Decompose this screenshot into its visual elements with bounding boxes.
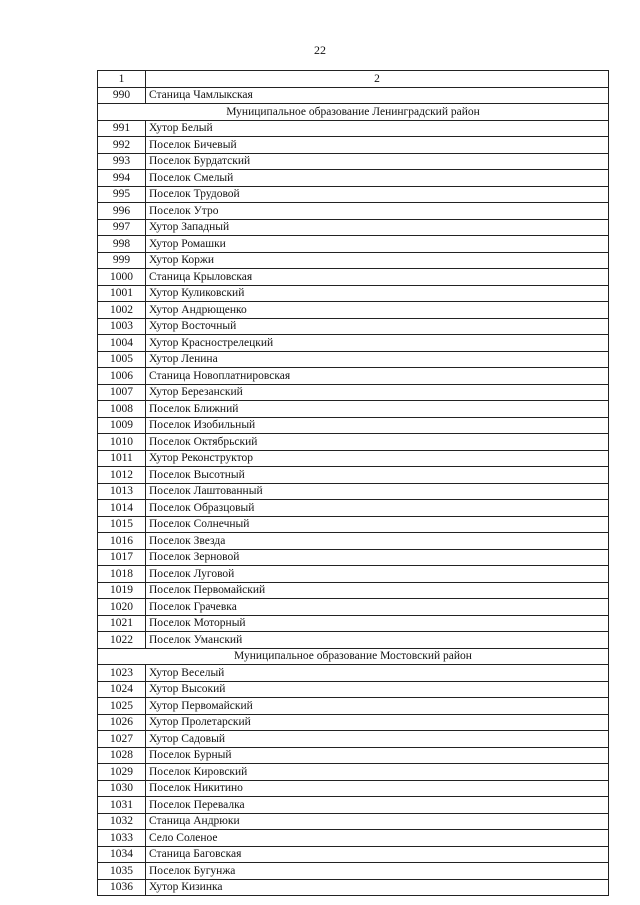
row-number: 996: [98, 203, 146, 220]
settlement-name: Поселок Высотный: [146, 467, 609, 484]
table-row: [98, 681, 609, 698]
table-header-row: [98, 71, 609, 88]
table-row: [98, 417, 609, 434]
table-row: [98, 318, 609, 335]
settlement-name: Хутор Реконструктор: [146, 450, 609, 467]
page-number: 22: [314, 43, 326, 57]
table-body: [98, 71, 609, 896]
section-title: Муниципальное образование Мостовский район: [98, 648, 609, 665]
row-number: 1002: [98, 302, 146, 319]
table-row: [98, 384, 609, 401]
settlement-name: Хутор Краснострелецкий: [146, 335, 609, 352]
table-row: [98, 549, 609, 566]
settlement-name: Хутор Ленина: [146, 351, 609, 368]
row-number: 1004: [98, 335, 146, 352]
row-number: 1006: [98, 368, 146, 385]
settlement-name: Хутор Первомайский: [146, 698, 609, 715]
row-number: 1019: [98, 582, 146, 599]
settlement-name: Поселок Перевалка: [146, 797, 609, 814]
row-number: 995: [98, 186, 146, 203]
settlement-name: Поселок Лаштованный: [146, 483, 609, 500]
settlement-name: Хутор Ромашки: [146, 236, 609, 253]
settlement-name: Поселок Звезда: [146, 533, 609, 550]
settlement-name: Поселок Первомайский: [146, 582, 609, 599]
table-row: [98, 615, 609, 632]
table-row: [98, 846, 609, 863]
table-row: [98, 467, 609, 484]
row-number: 991: [98, 120, 146, 137]
table-row: [98, 170, 609, 187]
settlement-name: Поселок Луговой: [146, 566, 609, 583]
table-row: [98, 450, 609, 467]
table-row: [98, 714, 609, 731]
settlement-name: Хутор Высокий: [146, 681, 609, 698]
row-number: 1017: [98, 549, 146, 566]
table-row: [98, 285, 609, 302]
row-number: 1024: [98, 681, 146, 698]
settlement-name: Станица Баговская: [146, 846, 609, 863]
row-number: 1018: [98, 566, 146, 583]
row-number: 993: [98, 153, 146, 170]
section-title: Муниципальное образование Ленинградский район: [98, 104, 609, 121]
settlement-name: Поселок Бурдатский: [146, 153, 609, 170]
table-row: [98, 863, 609, 880]
row-number: 1022: [98, 632, 146, 649]
settlement-name: Станица Крыловская: [146, 269, 609, 286]
settlement-name: Хутор Западный: [146, 219, 609, 236]
settlement-name: Поселок Трудовой: [146, 186, 609, 203]
table-row: [98, 335, 609, 352]
table-row: [98, 813, 609, 830]
row-number: 1011: [98, 450, 146, 467]
row-number: 1025: [98, 698, 146, 715]
settlement-name: Поселок Утро: [146, 203, 609, 220]
settlement-name: Хутор Андрющенко: [146, 302, 609, 319]
row-number: 990: [98, 87, 146, 104]
settlement-name: Хутор Березанский: [146, 384, 609, 401]
row-number: 992: [98, 137, 146, 154]
table-row: [98, 797, 609, 814]
settlement-name: Поселок Бугунжа: [146, 863, 609, 880]
row-number: 1026: [98, 714, 146, 731]
settlement-name: Поселок Смелый: [146, 170, 609, 187]
table-row: [98, 219, 609, 236]
settlement-name: Поселок Образцовый: [146, 500, 609, 517]
settlement-name: Поселок Зерновой: [146, 549, 609, 566]
row-number: 1023: [98, 665, 146, 682]
row-number: 1015: [98, 516, 146, 533]
table-row: [98, 351, 609, 368]
table-row: [98, 533, 609, 550]
table-row: [98, 137, 609, 154]
table-row: [98, 665, 609, 682]
row-number: 1012: [98, 467, 146, 484]
table-row: [98, 186, 609, 203]
section-row: [98, 104, 609, 121]
row-number: 1034: [98, 846, 146, 863]
settlement-name: Станица Андрюки: [146, 813, 609, 830]
row-number: 1001: [98, 285, 146, 302]
settlement-name: Поселок Бичевый: [146, 137, 609, 154]
table-row: [98, 830, 609, 847]
table-row: [98, 87, 609, 104]
table-row: [98, 780, 609, 797]
row-number: 1021: [98, 615, 146, 632]
row-number: 1000: [98, 269, 146, 286]
row-number: 1007: [98, 384, 146, 401]
table-row: [98, 153, 609, 170]
settlement-name: Поселок Грачевка: [146, 599, 609, 616]
settlements-table-container: [97, 70, 608, 896]
row-number: 1036: [98, 879, 146, 896]
settlement-name: Хутор Восточный: [146, 318, 609, 335]
settlements-table: [97, 70, 609, 896]
row-number: 1031: [98, 797, 146, 814]
row-number: 1032: [98, 813, 146, 830]
table-row: [98, 252, 609, 269]
header-col-1: 1: [98, 71, 146, 88]
table-row: [98, 582, 609, 599]
row-number: 1010: [98, 434, 146, 451]
table-row: [98, 120, 609, 137]
settlement-name: Поселок Кировский: [146, 764, 609, 781]
row-number: 1029: [98, 764, 146, 781]
table-row: [98, 516, 609, 533]
row-number: 1035: [98, 863, 146, 880]
row-number: 999: [98, 252, 146, 269]
table-row: [98, 747, 609, 764]
settlement-name: Поселок Ближний: [146, 401, 609, 418]
table-row: [98, 203, 609, 220]
settlement-name: Хутор Коржи: [146, 252, 609, 269]
table-row: [98, 236, 609, 253]
table-row: [98, 566, 609, 583]
table-row: [98, 599, 609, 616]
settlement-name: Станица Чамлыкская: [146, 87, 609, 104]
row-number: 1003: [98, 318, 146, 335]
settlement-name: Поселок Изобильный: [146, 417, 609, 434]
row-number: 1005: [98, 351, 146, 368]
section-row: [98, 648, 609, 665]
settlement-name: Поселок Никитино: [146, 780, 609, 797]
row-number: 998: [98, 236, 146, 253]
row-number: 997: [98, 219, 146, 236]
settlement-name: Хутор Пролетарский: [146, 714, 609, 731]
row-number: 1030: [98, 780, 146, 797]
table-row: [98, 269, 609, 286]
row-number: 1013: [98, 483, 146, 500]
settlement-name: Поселок Моторный: [146, 615, 609, 632]
table-row: [98, 632, 609, 649]
settlement-name: Поселок Октябрьский: [146, 434, 609, 451]
table-row: [98, 368, 609, 385]
settlement-name: Поселок Уманский: [146, 632, 609, 649]
table-row: [98, 879, 609, 896]
row-number: 1020: [98, 599, 146, 616]
row-number: 994: [98, 170, 146, 187]
row-number: 1027: [98, 731, 146, 748]
table-row: [98, 731, 609, 748]
settlement-name: Поселок Бурный: [146, 747, 609, 764]
settlement-name: Хутор Садовый: [146, 731, 609, 748]
row-number: 1008: [98, 401, 146, 418]
settlement-name: Хутор Белый: [146, 120, 609, 137]
row-number: 1009: [98, 417, 146, 434]
row-number: 1014: [98, 500, 146, 517]
table-row: [98, 302, 609, 319]
settlement-name: Хутор Куликовский: [146, 285, 609, 302]
table-row: [98, 698, 609, 715]
table-row: [98, 764, 609, 781]
settlement-name: Хутор Веселый: [146, 665, 609, 682]
table-row: [98, 500, 609, 517]
row-number: 1016: [98, 533, 146, 550]
table-row: [98, 483, 609, 500]
row-number: 1033: [98, 830, 146, 847]
settlement-name: Хутор Кизинка: [146, 879, 609, 896]
row-number: 1028: [98, 747, 146, 764]
table-row: [98, 434, 609, 451]
header-col-2: 2: [146, 71, 609, 88]
settlement-name: Станица Новоплатнировская: [146, 368, 609, 385]
settlement-name: Поселок Солнечный: [146, 516, 609, 533]
table-row: [98, 401, 609, 418]
settlement-name: Село Соленое: [146, 830, 609, 847]
